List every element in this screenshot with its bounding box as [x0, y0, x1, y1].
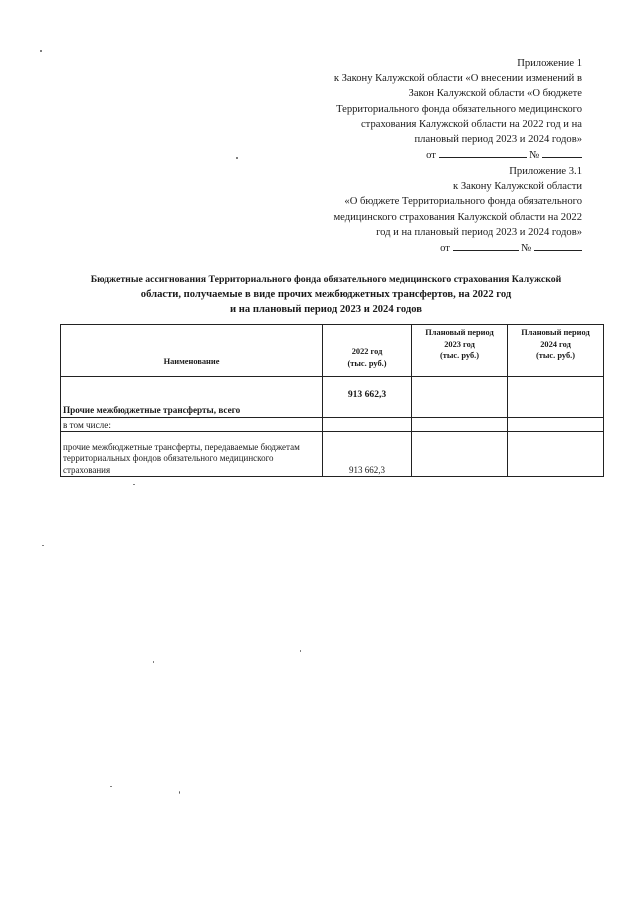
appendix-1-line: Закон Калужской области «О бюджете: [408, 88, 582, 100]
table-header-row: [61, 325, 604, 377]
date-blank: [453, 240, 519, 251]
number-blank: [542, 147, 582, 158]
value-2023: [412, 418, 508, 432]
appendix-1-line: страхования Калужской области на 2022 год и на: [360, 118, 582, 130]
header-2024: Плановый период 2024 год (тыс. руб.): [508, 325, 604, 377]
value-2024: [508, 418, 604, 432]
number-label: №: [521, 243, 532, 255]
appendix-1-line: Территориального фонда обязательного медицинского: [336, 103, 582, 115]
scan-speck: [236, 157, 238, 159]
title-line: Бюджетные ассигнования Территориального фонда обязательного медицинского страхования Калужской: [90, 274, 562, 285]
date-blank: [439, 147, 527, 158]
row-name: Прочие межбюджетные трансферты, всего: [61, 377, 323, 418]
row-name: в том числе:: [61, 418, 323, 432]
header-2023: Плановый период 2023 год (тыс. руб.): [412, 325, 508, 377]
value-2023: [412, 432, 508, 477]
scan-speck: [153, 661, 154, 663]
appendix-3-1-line: год и на плановый период 2023 и 2024 годов»: [376, 226, 582, 238]
budget-table: [60, 324, 604, 477]
scan-speck: [133, 484, 135, 485]
document-title: [66, 272, 586, 317]
appendix-3-1-block: [333, 164, 582, 256]
appendix-1-line: к Закону Калужской области «О внесении изменений в: [333, 73, 582, 85]
appendix-1-title: Приложение 1: [517, 58, 582, 69]
scan-speck: [42, 545, 44, 546]
scan-speck: [40, 50, 42, 52]
appendix-3-1-line: медицинского страхования Калужской области на 2022: [333, 211, 582, 223]
appendix-3-1-line: «О бюджете Территориального фонда обязательного: [344, 196, 582, 208]
scan-speck: [300, 650, 301, 652]
table-row: [61, 418, 604, 432]
number-blank: [534, 240, 582, 251]
header-2022: 2022 год (тыс. руб.): [323, 325, 412, 377]
appendix-3-1-date-number: [333, 240, 582, 256]
row-name: прочие межбюджетные трансферты, передаваемые бюджетам территориальных фондов обязательного медицинского страхования: [61, 432, 323, 477]
title-line: области, получаемые в виде прочих межбюджетных трансфертов, на 2022 год: [140, 289, 512, 300]
value-2022: 913 662,3: [323, 377, 412, 418]
value-2022: [323, 418, 412, 432]
scan-speck: [110, 786, 112, 787]
header-name: Наименование: [61, 325, 323, 377]
table-row: [61, 377, 604, 418]
title-line: и на плановый период 2023 и 2024 годов: [230, 304, 422, 315]
appendix-3-1-line: к Закону Калужской области: [453, 181, 582, 193]
appendix-1-block: [334, 56, 582, 163]
date-label: от: [426, 150, 436, 162]
appendix-1-date-number: [334, 147, 582, 163]
appendix-3-1-title: Приложение 3.1: [509, 166, 582, 177]
appendix-1-line: плановый период 2023 и 2024 годов»: [414, 134, 582, 146]
date-label: от: [440, 243, 450, 255]
value-2023: [412, 377, 508, 418]
value-2022: 913 662,3: [323, 432, 412, 477]
table-row: [61, 432, 604, 477]
number-label: №: [529, 150, 540, 162]
value-2024: [508, 377, 604, 418]
scan-speck: [179, 791, 180, 794]
value-2024: [508, 432, 604, 477]
